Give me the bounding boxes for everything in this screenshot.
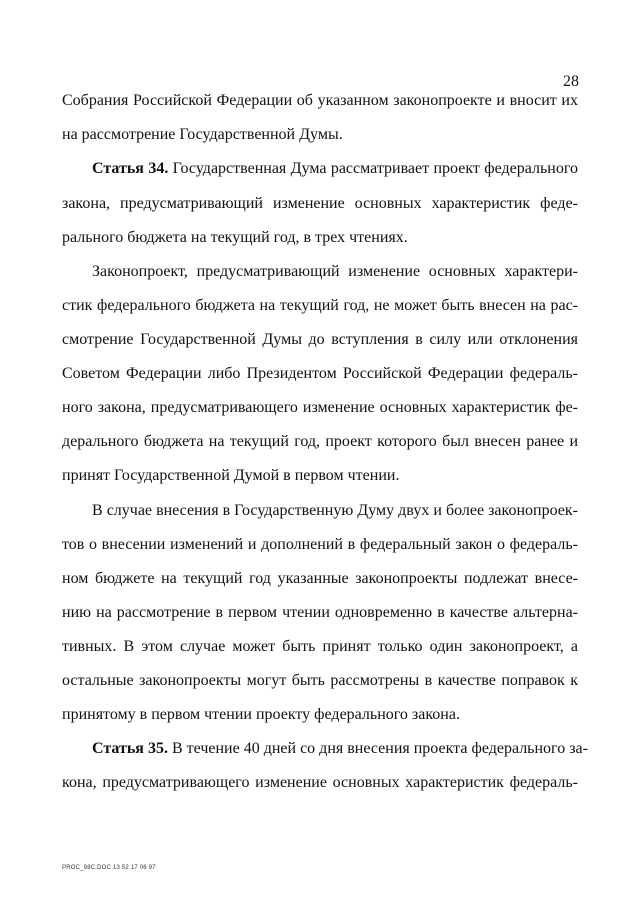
text-line: смотрение Государственной Думы до вступления в силу или отклонения: [62, 331, 578, 348]
text-span: В течение 40 дней со дня внесения проекта федерального за-: [167, 740, 588, 757]
article-heading: Статья 34.: [92, 160, 169, 177]
text-line: закона, предусматривающий изменение основных характеристик феде-: [62, 195, 578, 212]
text-span: Государственная Дума рассматривает проект федерального: [168, 160, 579, 177]
article-heading: Статья 35.: [92, 740, 168, 757]
text-line: Законопроект, предусматривающий изменение основных характери-: [92, 263, 578, 280]
text-line: нию на рассмотрение в первом чтении одновременно в качестве альтерна-: [62, 604, 578, 621]
text-line: ного закона, предусматривающего изменение основных характеристик фе-: [62, 399, 578, 416]
text-line: на рассмотрение Государственной Думы.: [62, 126, 343, 143]
text-line: дерального бюджета на текущий год, проект которого был внесен ранее и: [62, 433, 578, 450]
text-line: [92, 158, 578, 180]
text-line: кона, предусматривающего изменение основных характеристик федераль-: [62, 774, 578, 791]
text-line: тов о внесении изменений и дополнений в федеральный закон о федераль-: [62, 536, 578, 553]
file-footer: PROC_98C.DOC 13 52 17 06 97: [62, 865, 156, 871]
text-line: стик федерального бюджета на текущий год, не может быть внесен на рас-: [62, 297, 578, 314]
text-line: принятому в первом чтении проекту федерального закона.: [62, 706, 460, 723]
text-line: тивных. В этом случае может быть принят только один законопроект, а: [62, 638, 578, 655]
page-number: 28: [563, 73, 579, 90]
text-line: остальные законопроекты могут быть рассмотрены в качестве поправок к: [62, 672, 578, 689]
text-line: рального бюджета на текущий год, в трех чтениях.: [62, 229, 408, 246]
text-line: принят Государственной Думой в первом чтении.: [62, 467, 400, 484]
text-line: Советом Федерации либо Президентом Российской Федерации федераль-: [62, 365, 578, 382]
text-line: ном бюджете на текущий год указанные законопроекты подлежат внесе-: [62, 570, 578, 587]
text-line: Собрания Российской Федерации об указанном законопроекте и вносит их: [62, 92, 578, 109]
text-line: [92, 738, 588, 760]
text-line: В случае внесения в Государственную Думу двух и более законопроек-: [92, 502, 578, 519]
